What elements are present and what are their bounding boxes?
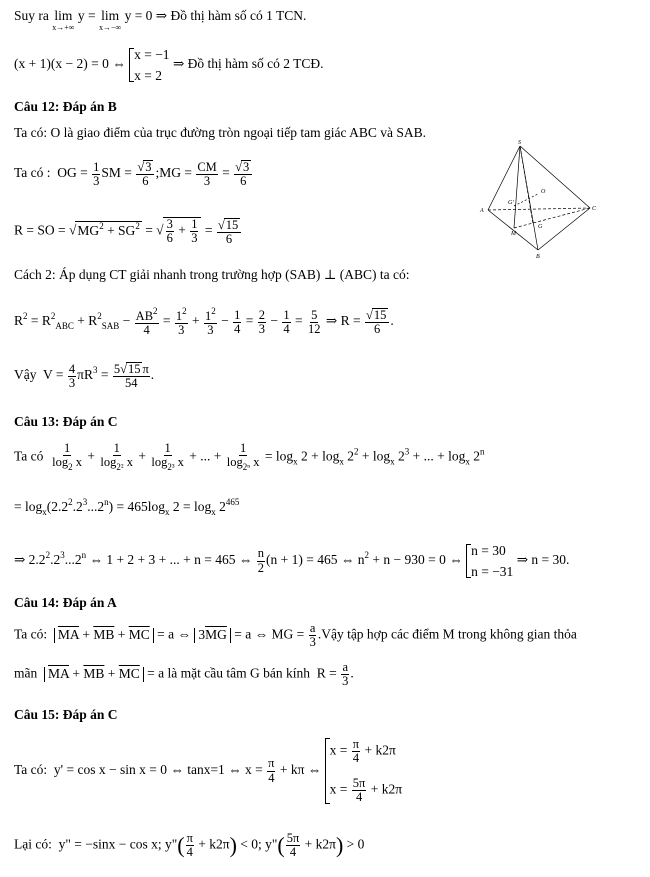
q13-case-brace: n = 30 n = −31 — [466, 544, 513, 578]
line-limits: Suy ra lim x→+∞ y = lim x→−∞ y = 0 ⇒ Đồ thị hàm số có 1 TCN. — [14, 8, 307, 32]
limit-minus: lim x→−∞ — [98, 8, 122, 32]
median-CM — [514, 208, 590, 228]
q12-volume: Vậy V = $\frac{4}{3}$ $\pi R^3$ = $\frac{5√15 \pi}{54}$ . — [14, 361, 155, 391]
q12-formula: $R^2 = R^2_{ABC} + R^2_{SAB}$ − $\frac{AB^2}{4}$ = $\frac{1^2}{3}$ + $\frac{1^2}{3}$ − $\frac{1}{4}$ = $\frac{2}{3}$ − $\frac{1}{4}$ = $\frac{5}{12}$ ⇒ R = $\frac{√15}{6}$ . — [14, 306, 394, 338]
q13-line-1: Ta có $\frac{1}{\log_2 x}$ + $\frac{1}{\log_{2^2} x}$ + $\frac{1}{\log_{2^3} x}$ + ... + $\frac{1}{\log_{2^n} x}$ = $\log_x 2 + \log_x 2^2 + \log_x 2^3$ + ... + $\log_x 2^n$ — [14, 441, 485, 473]
line-tcd — [14, 48, 324, 82]
edge-BC — [538, 208, 590, 250]
question-14-heading: Câu 14: Đáp án A — [14, 595, 117, 610]
question-12-heading: Câu 12: Đáp án B — [14, 99, 117, 114]
median-SM — [514, 146, 520, 228]
q12-line-2: Ta có : OG = $\frac{1}{3}$ SM = $\frac{√3}{6}$ ;MG = $\frac{CM}{3}$ = $\frac{√3}{6}$ — [14, 160, 253, 188]
label-M: M — [511, 231, 516, 237]
limit-plus: lim x→+∞ — [52, 8, 75, 32]
q12-line-1: Ta có: O là giao điểm của trục đường tròn ngoại tiếp tam giác ABC và SAB. — [14, 125, 427, 140]
edge-SA — [488, 146, 520, 210]
segment-OG — [514, 194, 538, 206]
label-O: O — [541, 189, 546, 195]
label-B: B — [536, 254, 540, 260]
q15-line-1: Ta có: y' = cos x − sin x = 0 ⇔ tanx=1 ⇔ x = $\frac{\pi}{4}$ + kπ ⇔ x = $\frac{\pi}{4}$ + k2π x = $\frac{5\pi}{4}$ + k2π — [14, 737, 403, 804]
text-tcd: ⇒ Đồ thị hàm số có 2 TCĐ. — [172, 56, 324, 72]
case-2: x = 2 — [134, 67, 162, 83]
label-G-prime: G' — [508, 200, 514, 206]
question-13-heading: Câu 13: Đáp án C — [14, 414, 118, 429]
label-G: G — [538, 224, 543, 230]
q13-line-3: ⇒ $2.2^2.2^3...2^n$ ⇔ 1 + 2 + 3 + ... + n = 465 ⇔ $\frac{n}{2}$ (n + 1) = 465 ⇔ $n^2 + n - 930 = 0$ ⇔ n = 30 n = −31 ⇒ n = 30. — [14, 543, 570, 579]
pyramid-figure — [478, 138, 608, 260]
edge-SC — [520, 146, 590, 208]
label-S: S — [518, 140, 521, 146]
label-A: A — [480, 208, 484, 214]
question-15-heading: Câu 15: Đáp án C — [14, 707, 118, 722]
edge-AB — [488, 210, 538, 250]
edge-AC — [488, 208, 590, 210]
q14-line-1: Ta có: $\overline{MA} + \overline{MB} + \overline{MC} = a$ ⇔ $3\overline{MG} = a$ ⇔ MG = $\frac{a}{3}$ .Vậy tập hợp các điểm M trong không gian thỏa — [14, 621, 577, 650]
eq-denominator: (x + 1)(x − 2) = 0 ⇔ — [14, 56, 126, 72]
case-brace — [129, 48, 169, 82]
text-suy-ra: Suy ra — [14, 8, 49, 23]
label-C: C — [592, 206, 597, 212]
text-tcn: y = 0 ⇒ Đồ thị hàm số có 1 TCN. — [124, 8, 307, 23]
case-1: x = −1 — [134, 47, 170, 62]
q15-line-2: Lại có: y" = −sinx − cos x; y"( $\frac{\pi}{4}$ + k2π) < 0; y"( $\frac{5\pi}{4}$ + k2π) > 0 — [14, 831, 365, 860]
q15-case-brace: x = $\frac{\pi}{4}$ + k2π x = $\frac{5\pi}{4}$ + k2π — [325, 738, 402, 804]
q12-cach-2: Cách 2: Áp dụng CT giải nhanh trong trường hợp (SAB) ⊥ (ABC) ta có: — [14, 267, 410, 282]
q12-line-3: R = SO = $√MG^2 + SG^2$ = √ $\frac{3}{6}$ + $\frac{1}{3}$ = $\frac{√15}{6}$ — [14, 217, 242, 246]
q14-line-2: mãn $\overline{MA} + \overline{MB} + \overline{MC} = a$ là mặt cầu tâm G bán kính R = $\frac{a}{3}$ . — [14, 660, 354, 689]
q13-line-2: = $\log_x(2.2^2.2^3...2^n) = 465\log_x$ $2 = \log_x 2^{465}$ — [14, 497, 240, 517]
